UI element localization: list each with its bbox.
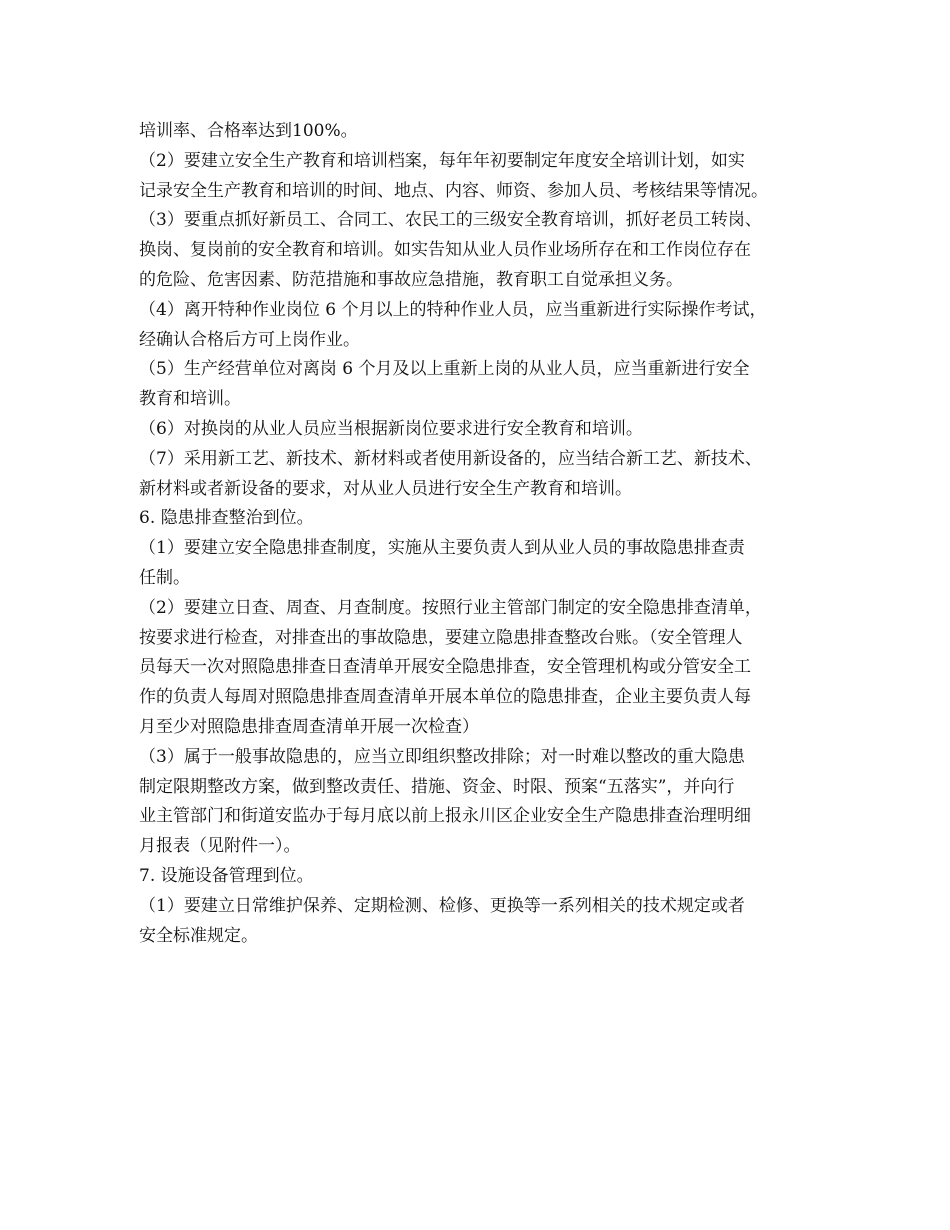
- text-line: （3）属于一般事故隐患的，应当立即组织整改排除；对一时难以整改的重大隐患: [139, 746, 745, 767]
- text-line: 按要求进行检查，对排查出的事故隐患，要建立隐患排查整改台账。（安全管理人: [139, 627, 743, 648]
- text-line: （6）对换岗的从业人员应当根据新岗位要求进行安全教育和培训。: [139, 418, 643, 439]
- text-line: 记录安全生产教育和培训的时间、地点、内容、师资、参加人员、考核结果等情况。: [139, 180, 768, 201]
- section-heading: 7. 设施设备管理到位。: [139, 865, 314, 886]
- text-line: 员每天一次对照隐患排查日查清单开展安全隐患排查，安全管理机构或分管安全工: [139, 657, 751, 678]
- text-line: 制定限期整改方案，做到整改责任、措施、资金、时限、预案“五落实”，并向行: [139, 776, 735, 797]
- text-line: 作的负责人每周对照隐患排查周查清单开展本单位的隐患排查，企业主要负责人每: [139, 687, 751, 708]
- text-line: （4）离开特种作业岗位 6 个月以上的特种作业人员，应当重新进行实际操作考试，: [139, 299, 767, 320]
- text-line: （1）要建立安全隐患排查制度，实施从主要负责人到从业人员的事故隐患排查责: [139, 538, 745, 559]
- text-line: 新材料或者新设备的要求，对从业人员进行安全生产教育和培训。: [139, 478, 632, 499]
- text-line: 月报表（见附件一）。: [139, 836, 301, 857]
- text-line: （7）采用新工艺、新技术、新材料或者使用新设备的，应当结合新工艺、新技术、: [139, 448, 762, 469]
- text-line: （1）要建立日常维护保养、定期检测、检修、更换等一系列相关的技术规定或者: [139, 895, 745, 916]
- text-line: 培训率、合格率达到100%。: [139, 121, 358, 141]
- text-line: 安全标准规定。: [139, 925, 258, 946]
- text-line: 经确认合格后方可上岗作业。: [139, 329, 360, 350]
- text-line: （2）要建立安全生产教育和培训档案，每年年初要制定年度安全培训计划，如实: [139, 150, 745, 171]
- section-heading: 6. 隐患排查整治到位。: [139, 508, 314, 529]
- text-line: （5）生产经营单位对离岗 6 个月及以上重新上岗的从业人员，应当重新进行安全: [139, 359, 750, 380]
- text-line: 教育和培训。: [139, 389, 241, 410]
- text-line: 的危险、危害因素、防范措施和事故应急措施，教育职工自觉承担义务。: [139, 269, 683, 290]
- text-line: 月至少对照隐患排查周查清单开展一次检查）: [139, 716, 479, 737]
- text-line: （3）要重点抓好新员工、合同工、农民工的三级安全教育培训，抓好老员工转岗、: [139, 210, 762, 231]
- text-line: 换岗、复岗前的安全教育和培训。如实告知从业人员作业场所存在和工作岗位存在: [139, 240, 751, 261]
- text-line: 任制。: [139, 567, 190, 588]
- document-body: [139, 117, 819, 951]
- text-line: 业主管部门和街道安监办于每月底以前上报永川区企业安全生产隐患排查治理明细: [139, 806, 751, 827]
- text-line: （2）要建立日查、周查、月查制度。按照行业主管部门制定的安全隐患排查清单，: [139, 597, 762, 618]
